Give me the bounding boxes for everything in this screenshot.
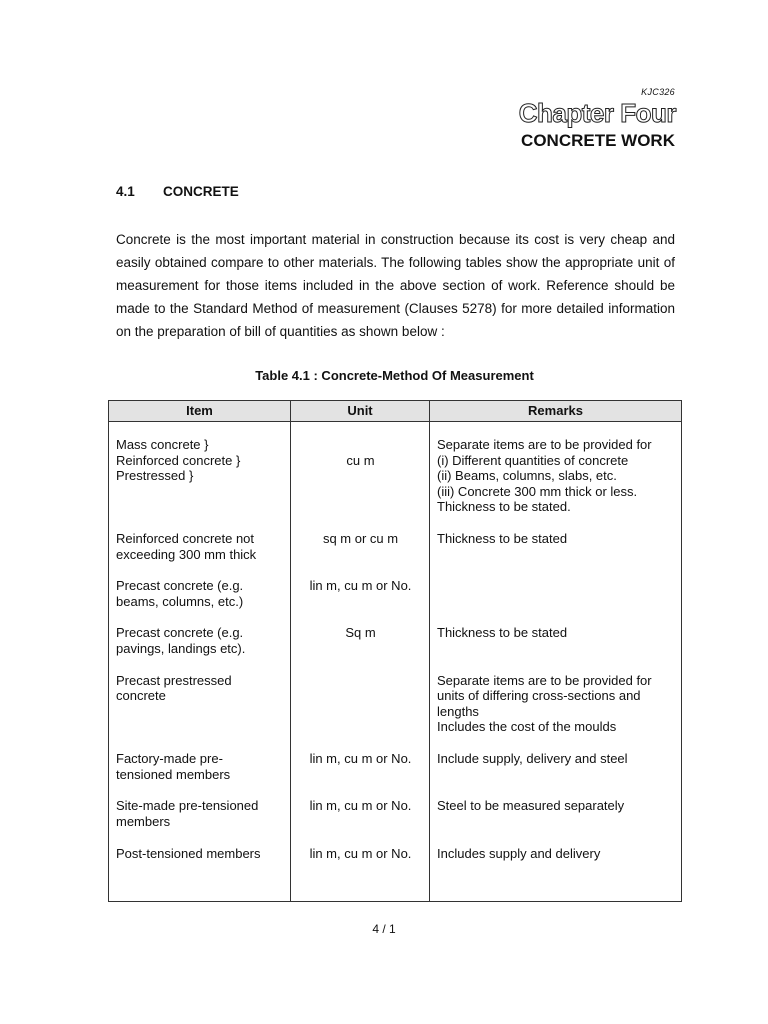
table-row	[109, 751, 682, 798]
cell-remarks: Separate items are to be provided for units of differing cross-sections and lengths Includes the cost of the moulds	[430, 673, 682, 751]
section-title: CONCRETE	[163, 184, 239, 199]
cell-unit: Sq m	[291, 625, 430, 672]
cell-remarks: Separate items are to be provided for (i) Different quantities of concrete (ii) Beams, columns, slabs, etc. (iii) Concrete 300 mm thick or less. Thickness to be stated.	[430, 422, 682, 532]
table-caption: Table 4.1 : Concrete-Method Of Measurement	[255, 368, 534, 383]
cell-unit: lin m, cu m or No.	[291, 578, 430, 625]
table-row	[109, 531, 682, 578]
cell-unit: lin m, cu m or No.	[291, 846, 430, 902]
cell-item: Factory-made pre- tensioned members	[109, 751, 291, 798]
cell-remarks: Include supply, delivery and steel	[430, 751, 682, 798]
cell-unit: lin m, cu m or No.	[291, 751, 430, 798]
chapter-title: CONCRETE WORK	[521, 131, 675, 150]
intro-paragraph: Concrete is the most important material in construction because its cost is very cheap and easily obtained compare to other materials. The following tables show the appropriate unit of measurement for those items included in the above section of work. Reference should be made to the Standard Method of measurement (Clauses 5278) for more detailed information on the preparation of bill of quantities as shown below :	[116, 232, 675, 339]
measurement-table	[108, 400, 682, 902]
header-item: Item	[109, 401, 291, 422]
header-unit: Unit	[291, 401, 430, 422]
cell-item: Precast concrete (e.g. pavings, landings etc).	[109, 625, 291, 672]
cell-unit: lin m, cu m or No.	[291, 798, 430, 845]
cell-item: Site-made pre-tensioned members	[109, 798, 291, 845]
section-heading	[116, 184, 239, 199]
table-row	[109, 673, 682, 751]
cell-remarks: Steel to be measured separately	[430, 798, 682, 845]
table-row	[109, 578, 682, 625]
table-row	[109, 846, 682, 902]
course-code: KJC326	[641, 87, 675, 97]
header-remarks: Remarks	[430, 401, 682, 422]
section-number: 4.1	[116, 184, 135, 199]
cell-item: Reinforced concrete not exceeding 300 mm thick	[109, 531, 291, 578]
cell-remarks: Thickness to be stated	[430, 531, 682, 578]
table-header-row	[109, 401, 682, 422]
cell-remarks: Includes supply and delivery	[430, 846, 682, 902]
table-row	[109, 798, 682, 845]
cell-item: Precast concrete (e.g. beams, columns, etc.)	[109, 578, 291, 625]
table-row	[109, 422, 682, 532]
cell-item: Mass concrete } Reinforced concrete } Prestressed }	[109, 422, 291, 532]
cell-unit: cu m	[291, 422, 430, 532]
cell-item: Post-tensioned members	[109, 846, 291, 902]
page-number: 4 / 1	[372, 922, 396, 936]
table-row	[109, 625, 682, 672]
cell-item: Precast prestressed concrete	[109, 673, 291, 751]
cell-unit	[291, 673, 430, 751]
cell-remarks: Thickness to be stated	[430, 625, 682, 672]
cell-unit: sq m or cu m	[291, 531, 430, 578]
chapter-label: Chapter Four	[518, 98, 676, 128]
cell-remarks	[430, 578, 682, 625]
